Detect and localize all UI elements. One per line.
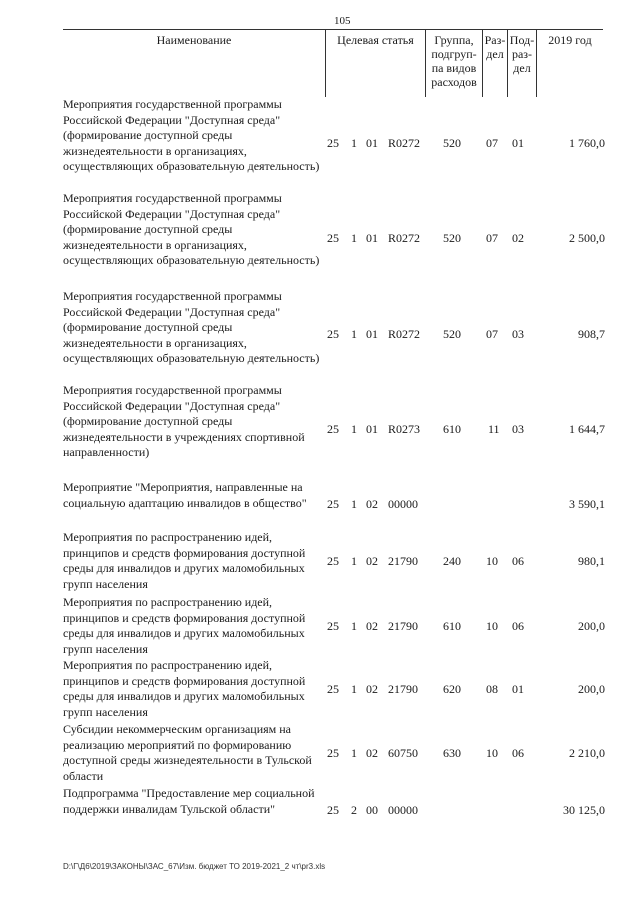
row-group: 610 <box>443 422 461 436</box>
row-section: 11 <box>488 422 500 436</box>
row-section: 10 <box>486 746 498 760</box>
header-group: Группа, подгруп- па видов расходов <box>431 33 477 89</box>
row-t1: 25 <box>327 231 339 245</box>
header-top-border <box>63 29 603 30</box>
row-section: 07 <box>486 136 498 150</box>
row-t4: 00000 <box>388 497 418 511</box>
row-subsection: 06 <box>512 619 524 633</box>
row-t4: 21790 <box>388 682 418 696</box>
row-group: 520 <box>443 231 461 245</box>
row-group: 240 <box>443 554 461 568</box>
row-group: 610 <box>443 619 461 633</box>
row-subsection: 06 <box>512 746 524 760</box>
row-t3: 02 <box>366 746 378 760</box>
header-year: 2019 год <box>548 33 592 47</box>
row-group: 630 <box>443 746 461 760</box>
row-t1: 25 <box>327 422 339 436</box>
header-section: Раз- дел <box>484 33 506 61</box>
row-amount: 2 500,0 <box>569 231 605 245</box>
page-number: 105 <box>334 15 351 27</box>
row-t4: R0272 <box>388 327 421 341</box>
row-t1: 25 <box>327 803 339 817</box>
row-t3: 02 <box>366 554 378 568</box>
row-name: Мероприятия государственной программы Российской Федерации "Доступная среда" (формирование доступной среды жизнедеятельности в организациях, осуществляющих образовательную деятельность) <box>63 191 320 268</box>
row-amount: 3 590,1 <box>569 497 605 511</box>
row-amount: 2 210,0 <box>569 746 605 760</box>
row-t1: 25 <box>327 327 339 341</box>
row-t2: 1 <box>351 136 357 150</box>
row-amount: 1 760,0 <box>569 136 605 150</box>
row-amount: 908,7 <box>578 327 605 341</box>
row-t2: 1 <box>351 554 357 568</box>
row-t3: 01 <box>366 231 378 245</box>
file-path-footer: D:\Г\Д6\2019\ЗАКОНЫ\ЗАС_67\Изм. бюджет ТО 2019-2021_2 чт\pr3.xls <box>63 862 326 871</box>
row-section: 10 <box>486 554 498 568</box>
row-t2: 1 <box>351 422 357 436</box>
row-t2: 1 <box>351 231 357 245</box>
row-t3: 02 <box>366 682 378 696</box>
row-t4: R0273 <box>388 422 421 436</box>
row-t2: 1 <box>351 619 357 633</box>
row-t1: 25 <box>327 746 339 760</box>
row-name: Мероприятия государственной программы Российской Федерации "Доступная среда" (формирование доступной среды жизнедеятельности в организациях, осуществляющих образовательную деятельность) <box>63 97 320 174</box>
row-amount: 200,0 <box>578 682 605 696</box>
row-name: Мероприятия по распространению идей, принципов и средств формирования доступной среды для инвалидов и других маломобильных групп населения <box>63 530 306 591</box>
row-t4: 00000 <box>388 803 418 817</box>
row-group: 520 <box>443 327 461 341</box>
row-section: 08 <box>486 682 498 696</box>
row-section: 07 <box>486 327 498 341</box>
row-t4: 21790 <box>388 554 418 568</box>
row-t4: 21790 <box>388 619 418 633</box>
row-t3: 02 <box>366 619 378 633</box>
row-amount: 200,0 <box>578 619 605 633</box>
row-amount: 980,1 <box>578 554 605 568</box>
row-t1: 25 <box>327 554 339 568</box>
row-group: 520 <box>443 136 461 150</box>
row-t3: 00 <box>366 803 378 817</box>
header-subsection: Под- раз- дел <box>509 33 535 75</box>
row-t1: 25 <box>327 136 339 150</box>
row-t2: 1 <box>351 746 357 760</box>
row-section: 07 <box>486 231 498 245</box>
row-t2: 1 <box>351 497 357 511</box>
row-subsection: 02 <box>512 231 524 245</box>
row-subsection: 01 <box>512 136 524 150</box>
row-name: Мероприятия по распространению идей, принципов и средств формирования доступной среды для инвалидов и других маломобильных групп населения <box>63 595 306 656</box>
header-name: Наименование <box>156 33 232 47</box>
row-subsection: 03 <box>512 327 524 341</box>
row-t3: 02 <box>366 497 378 511</box>
row-name: Мероприятие "Мероприятия, направленные на социальную адаптацию инвалидов в общество" <box>63 480 307 510</box>
row-t4: 60750 <box>388 746 418 760</box>
row-name: Субсидии некоммерческим организациям на реализацию мероприятий по формированию доступной среды жизнедеятельности в Тульской области <box>63 722 312 783</box>
row-name: Мероприятия государственной программы Российской Федерации "Доступная среда" (формирование доступной среды жизнедеятельности в учреждениях спортивной направленности) <box>63 383 305 460</box>
row-t4: R0272 <box>388 136 421 150</box>
row-section: 10 <box>486 619 498 633</box>
row-name: Мероприятия государственной программы Российской Федерации "Доступная среда" (формирование доступной среды жизнедеятельности в организациях, осуществляющих образовательную деятельность) <box>63 289 320 366</box>
row-subsection: 01 <box>512 682 524 696</box>
row-subsection: 03 <box>512 422 524 436</box>
row-amount: 1 644,7 <box>569 422 605 436</box>
row-name: Мероприятия по распространению идей, принципов и средств формирования доступной среды для инвалидов и других маломобильных групп населения <box>63 658 306 719</box>
row-t1: 25 <box>327 619 339 633</box>
row-name: Подпрограмма "Предоставление мер социальной поддержки инвалидам Тульской области" <box>63 786 315 816</box>
row-subsection: 06 <box>512 554 524 568</box>
row-t1: 25 <box>327 682 339 696</box>
row-t3: 01 <box>366 327 378 341</box>
row-t1: 25 <box>327 497 339 511</box>
row-amount: 30 125,0 <box>563 803 605 817</box>
row-t2: 1 <box>351 682 357 696</box>
header-target: Целевая статья <box>337 33 414 47</box>
row-t4: R0272 <box>388 231 421 245</box>
row-group: 620 <box>443 682 461 696</box>
row-t3: 01 <box>366 422 378 436</box>
row-t2: 1 <box>351 327 357 341</box>
row-t2: 2 <box>351 803 357 817</box>
row-t3: 01 <box>366 136 378 150</box>
